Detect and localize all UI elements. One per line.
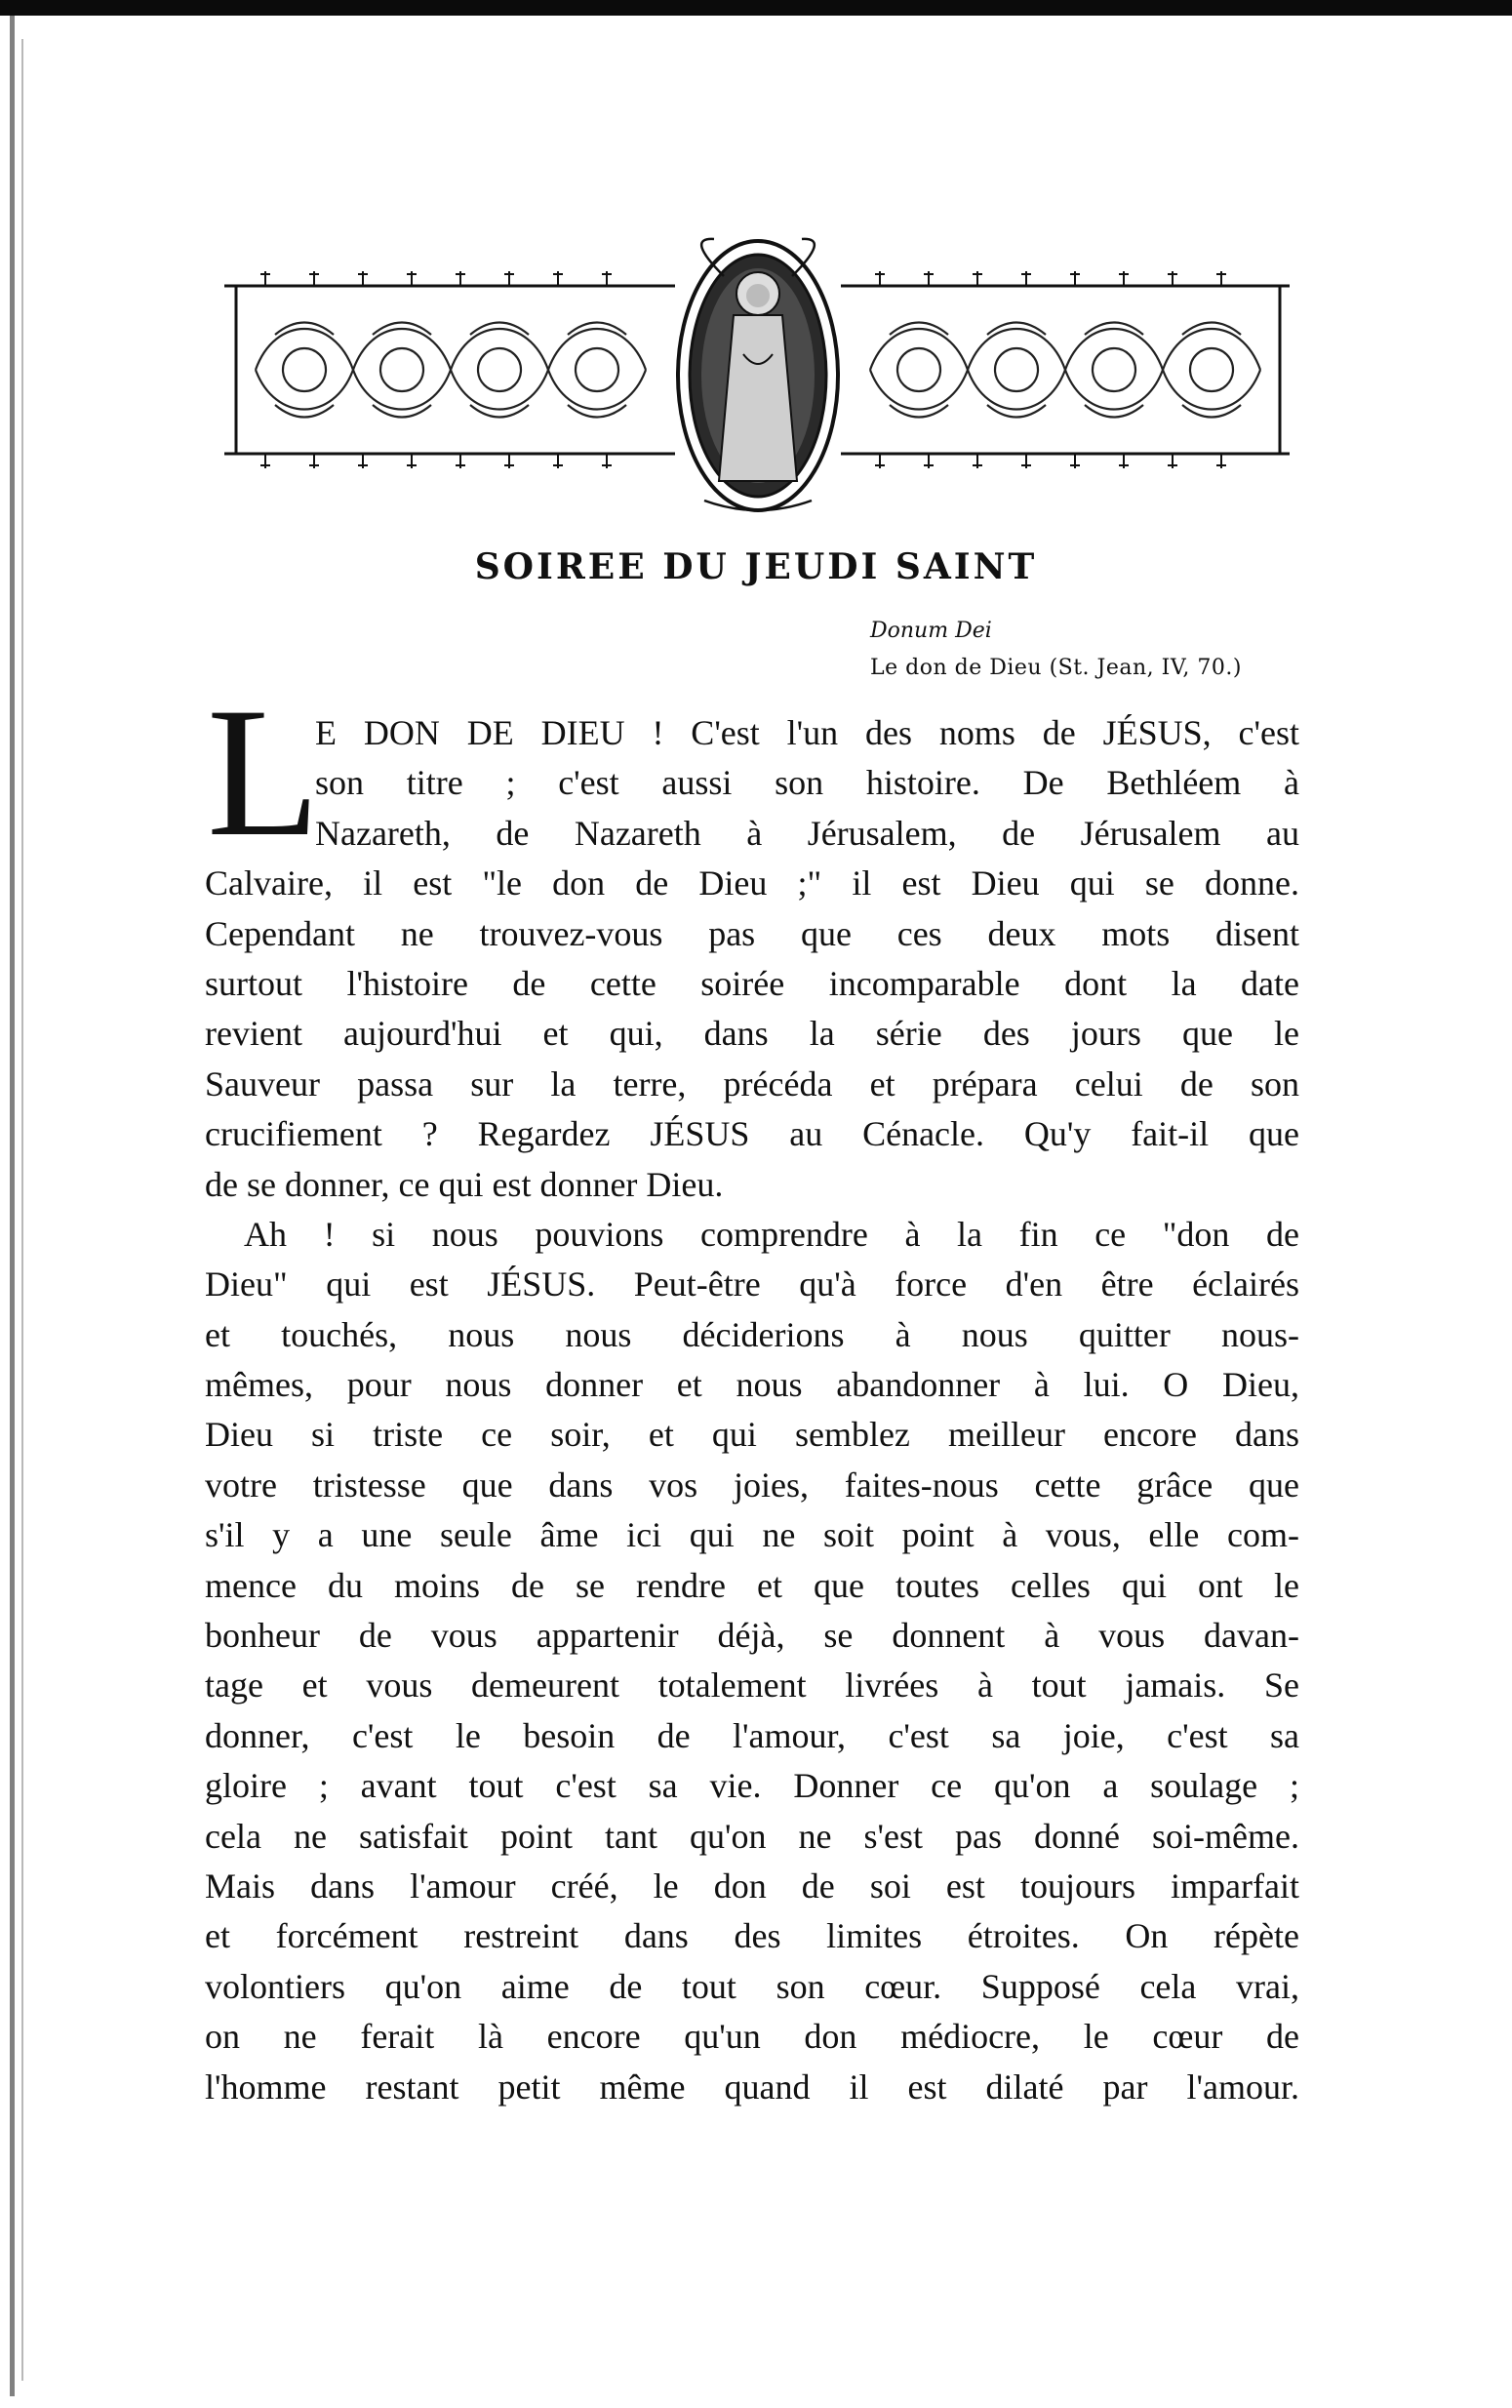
- epigraph-latin: Donum Dei: [870, 619, 992, 643]
- drop-cap: L: [207, 670, 321, 875]
- text-line: l'homme restant petit même quand il est dilaté par l'amour.: [205, 2067, 1299, 2107]
- text-line: tage et vous demeurent totalement livrées à tout jamais. Se: [205, 1666, 1299, 1706]
- text-line: Dieu" qui est JÉSUS. Peut-être qu'à force d'en être éclairés: [205, 1264, 1299, 1304]
- text-line: on ne ferait là encore qu'un don médiocre, le cœur de: [205, 2017, 1299, 2057]
- medallion-jesus-icon: [678, 239, 838, 510]
- text-line: Nazareth, de Nazareth à Jérusalem, de Jérusalem au: [315, 813, 1299, 853]
- text-line: mêmes, pour nous donner et nous abandonner à lui. O Dieu,: [205, 1365, 1299, 1405]
- epigraph: [870, 613, 1319, 687]
- ornamental-headpiece: [217, 237, 1299, 515]
- text-line: donner, c'est le besoin de l'amour, c'est sa joie, c'est sa: [205, 1715, 1299, 1755]
- text-line: Sauveur passa sur la terre, précéda et prépara celui de son: [205, 1064, 1299, 1104]
- text-line: mence du moins de se rendre et que toutes celles qui ont le: [205, 1565, 1299, 1605]
- chapter-title: SOIREE DU JEUDI SAINT: [474, 546, 1038, 587]
- epigraph-reference: Le don de Dieu (St. Jean, IV, 70.): [870, 656, 1242, 680]
- text-line: revient aujourd'hui et qui, dans la série des jours que le: [205, 1014, 1299, 1054]
- text-line: volontiers qu'on aime de tout son cœur. Supposé cela vrai,: [205, 1966, 1299, 2006]
- text-line: bonheur de vous appartenir déjà, se donnent à vous davan-: [205, 1616, 1299, 1656]
- text-line: E DON DE DIEU ! C'est l'un des noms de JÉSUS, c'est: [315, 713, 1299, 752]
- text-line: votre tristesse que dans vos joies, faites-nous cette grâce que: [205, 1465, 1299, 1505]
- text-line: de se donner, ce qui est donner Dieu.: [205, 1164, 724, 1204]
- body-text: [205, 708, 1299, 2112]
- text-line: cela ne satisfait point tant qu'on ne s'est pas donné soi-même.: [205, 1816, 1299, 1856]
- text-line: s'il y a une seule âme ici qui ne soit point à vous, elle com-: [205, 1515, 1299, 1555]
- text-line: son titre ; c'est aussi son histoire. De Bethléem à: [315, 763, 1299, 803]
- text-line: Mais dans l'amour créé, le don de soi est toujours imparfait: [205, 1866, 1299, 1906]
- scan-left-edge-shadow: [21, 39, 23, 2381]
- text-line: et forcément restreint dans des limites étroites. On répète: [205, 1916, 1299, 1956]
- text-line: Ah ! si nous pouvions comprendre à la fin ce "don de: [244, 1214, 1299, 1254]
- text-line: surtout l'histoire de cette soirée incomparable dont la date: [205, 963, 1299, 1003]
- text-line: Dieu si triste ce soir, et qui semblez meilleur encore dans: [205, 1415, 1299, 1455]
- text-line: Cependant ne trouvez-vous pas que ces deux mots disent: [205, 913, 1299, 953]
- text-line: gloire ; avant tout c'est sa vie. Donner ce qu'on a soulage ;: [205, 1766, 1299, 1806]
- text-line: crucifiement ? Regardez JÉSUS au Cénacle. Qu'y fait-il que: [205, 1114, 1299, 1154]
- text-line: Calvaire, il est "le don de Dieu ;" il est Dieu qui se donne.: [205, 863, 1299, 903]
- scan-top-edge: [0, 0, 1512, 16]
- scan-left-edge: [10, 16, 15, 2396]
- text-line: et touchés, nous nous déciderions à nous quitter nous-: [205, 1314, 1299, 1354]
